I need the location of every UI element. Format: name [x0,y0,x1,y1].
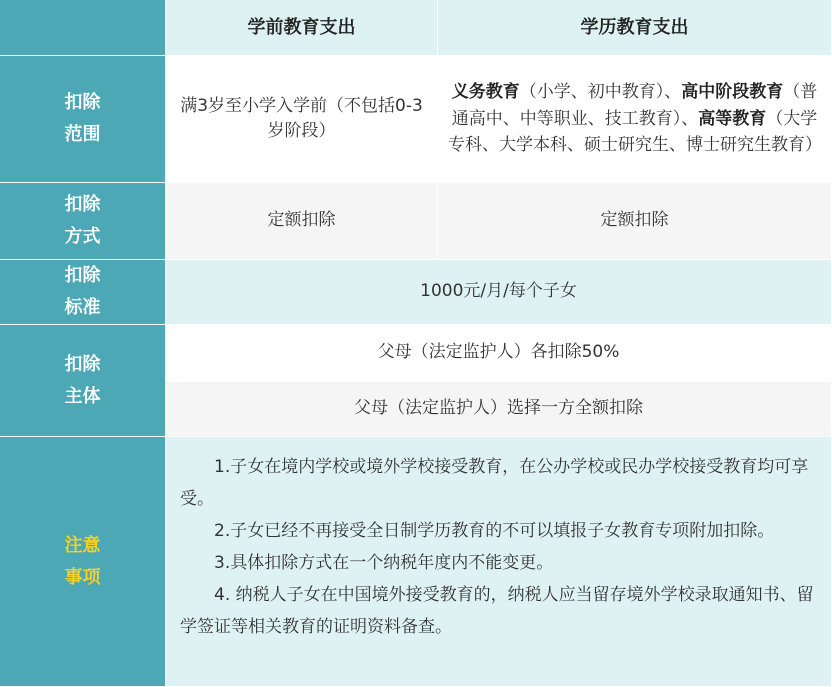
range-preschool-text: 满3岁至小学入学前（不包括0-3岁阶段） [180,95,423,141]
range-academic [438,56,832,183]
row-label-notes-line1: 注意 [64,534,101,556]
range-preschool [166,56,438,183]
row-label-subject-line2: 主体 [64,385,101,407]
col-header-academic: 学历教育支出 [438,0,832,56]
row-label-standard-line1: 扣除 [64,265,101,286]
col-header-preschool: 学前教育支出 [166,0,438,56]
row-label-method-line2: 方式 [64,226,101,247]
subject-option-split: 父母（法定监护人）各扣除50% [166,325,832,382]
row-label-standard [0,260,166,325]
row-label-subject-line1: 扣除 [64,353,101,375]
method-preschool: 定额扣除 [166,183,438,260]
row-label-method-line1: 扣除 [64,194,101,215]
note-item: 2.子女已经不再接受全日制学历教育的不可以填报子女教育专项附加扣除。 [214,521,775,541]
range-higher-detail: （大学专科、大学本科、硕士研究生、博士研究生教育） [448,108,822,156]
note-item: 3.具体扣除方式在一个纳税年度内不能变更。 [214,553,554,573]
subject-option-single: 父母（法定监护人）选择一方全额扣除 [166,382,832,437]
row-label-range-line2: 范围 [64,124,101,145]
row-label-notes-line2: 事项 [64,566,101,588]
note-item: 4. 纳税人子女在中国境外接受教育的，纳税人应当留存境外学校录取通知书、留学签证等相关教育的证明资料备查。 [180,585,814,637]
range-highschool-detail: （普通高中、中等职业、技工教育）、 [451,82,818,129]
standard-value: 1000元/月/每个子女 [166,260,832,325]
range-academic-text [448,79,821,158]
row-label-notes [0,437,166,687]
row-label-method [0,183,166,260]
notes-list [166,437,832,687]
row-label-range [0,56,166,183]
range-highschool: 高中阶段教育 [681,82,784,103]
range-compulsory: 义务教育 [451,82,520,103]
note-item: 1.子女在境内学校或境外学校接受教育，在公办学校或民办学校接受教育均可享受。 [180,457,809,509]
row-label-range-line1: 扣除 [64,92,101,113]
method-academic: 定额扣除 [438,183,832,260]
row-label-subject [0,325,166,437]
range-compulsory-detail: （小学、初中教育）、 [519,82,682,103]
row-label-standard-line2: 标准 [64,297,101,318]
range-higher: 高等教育 [698,108,767,129]
corner-cell [0,0,166,56]
